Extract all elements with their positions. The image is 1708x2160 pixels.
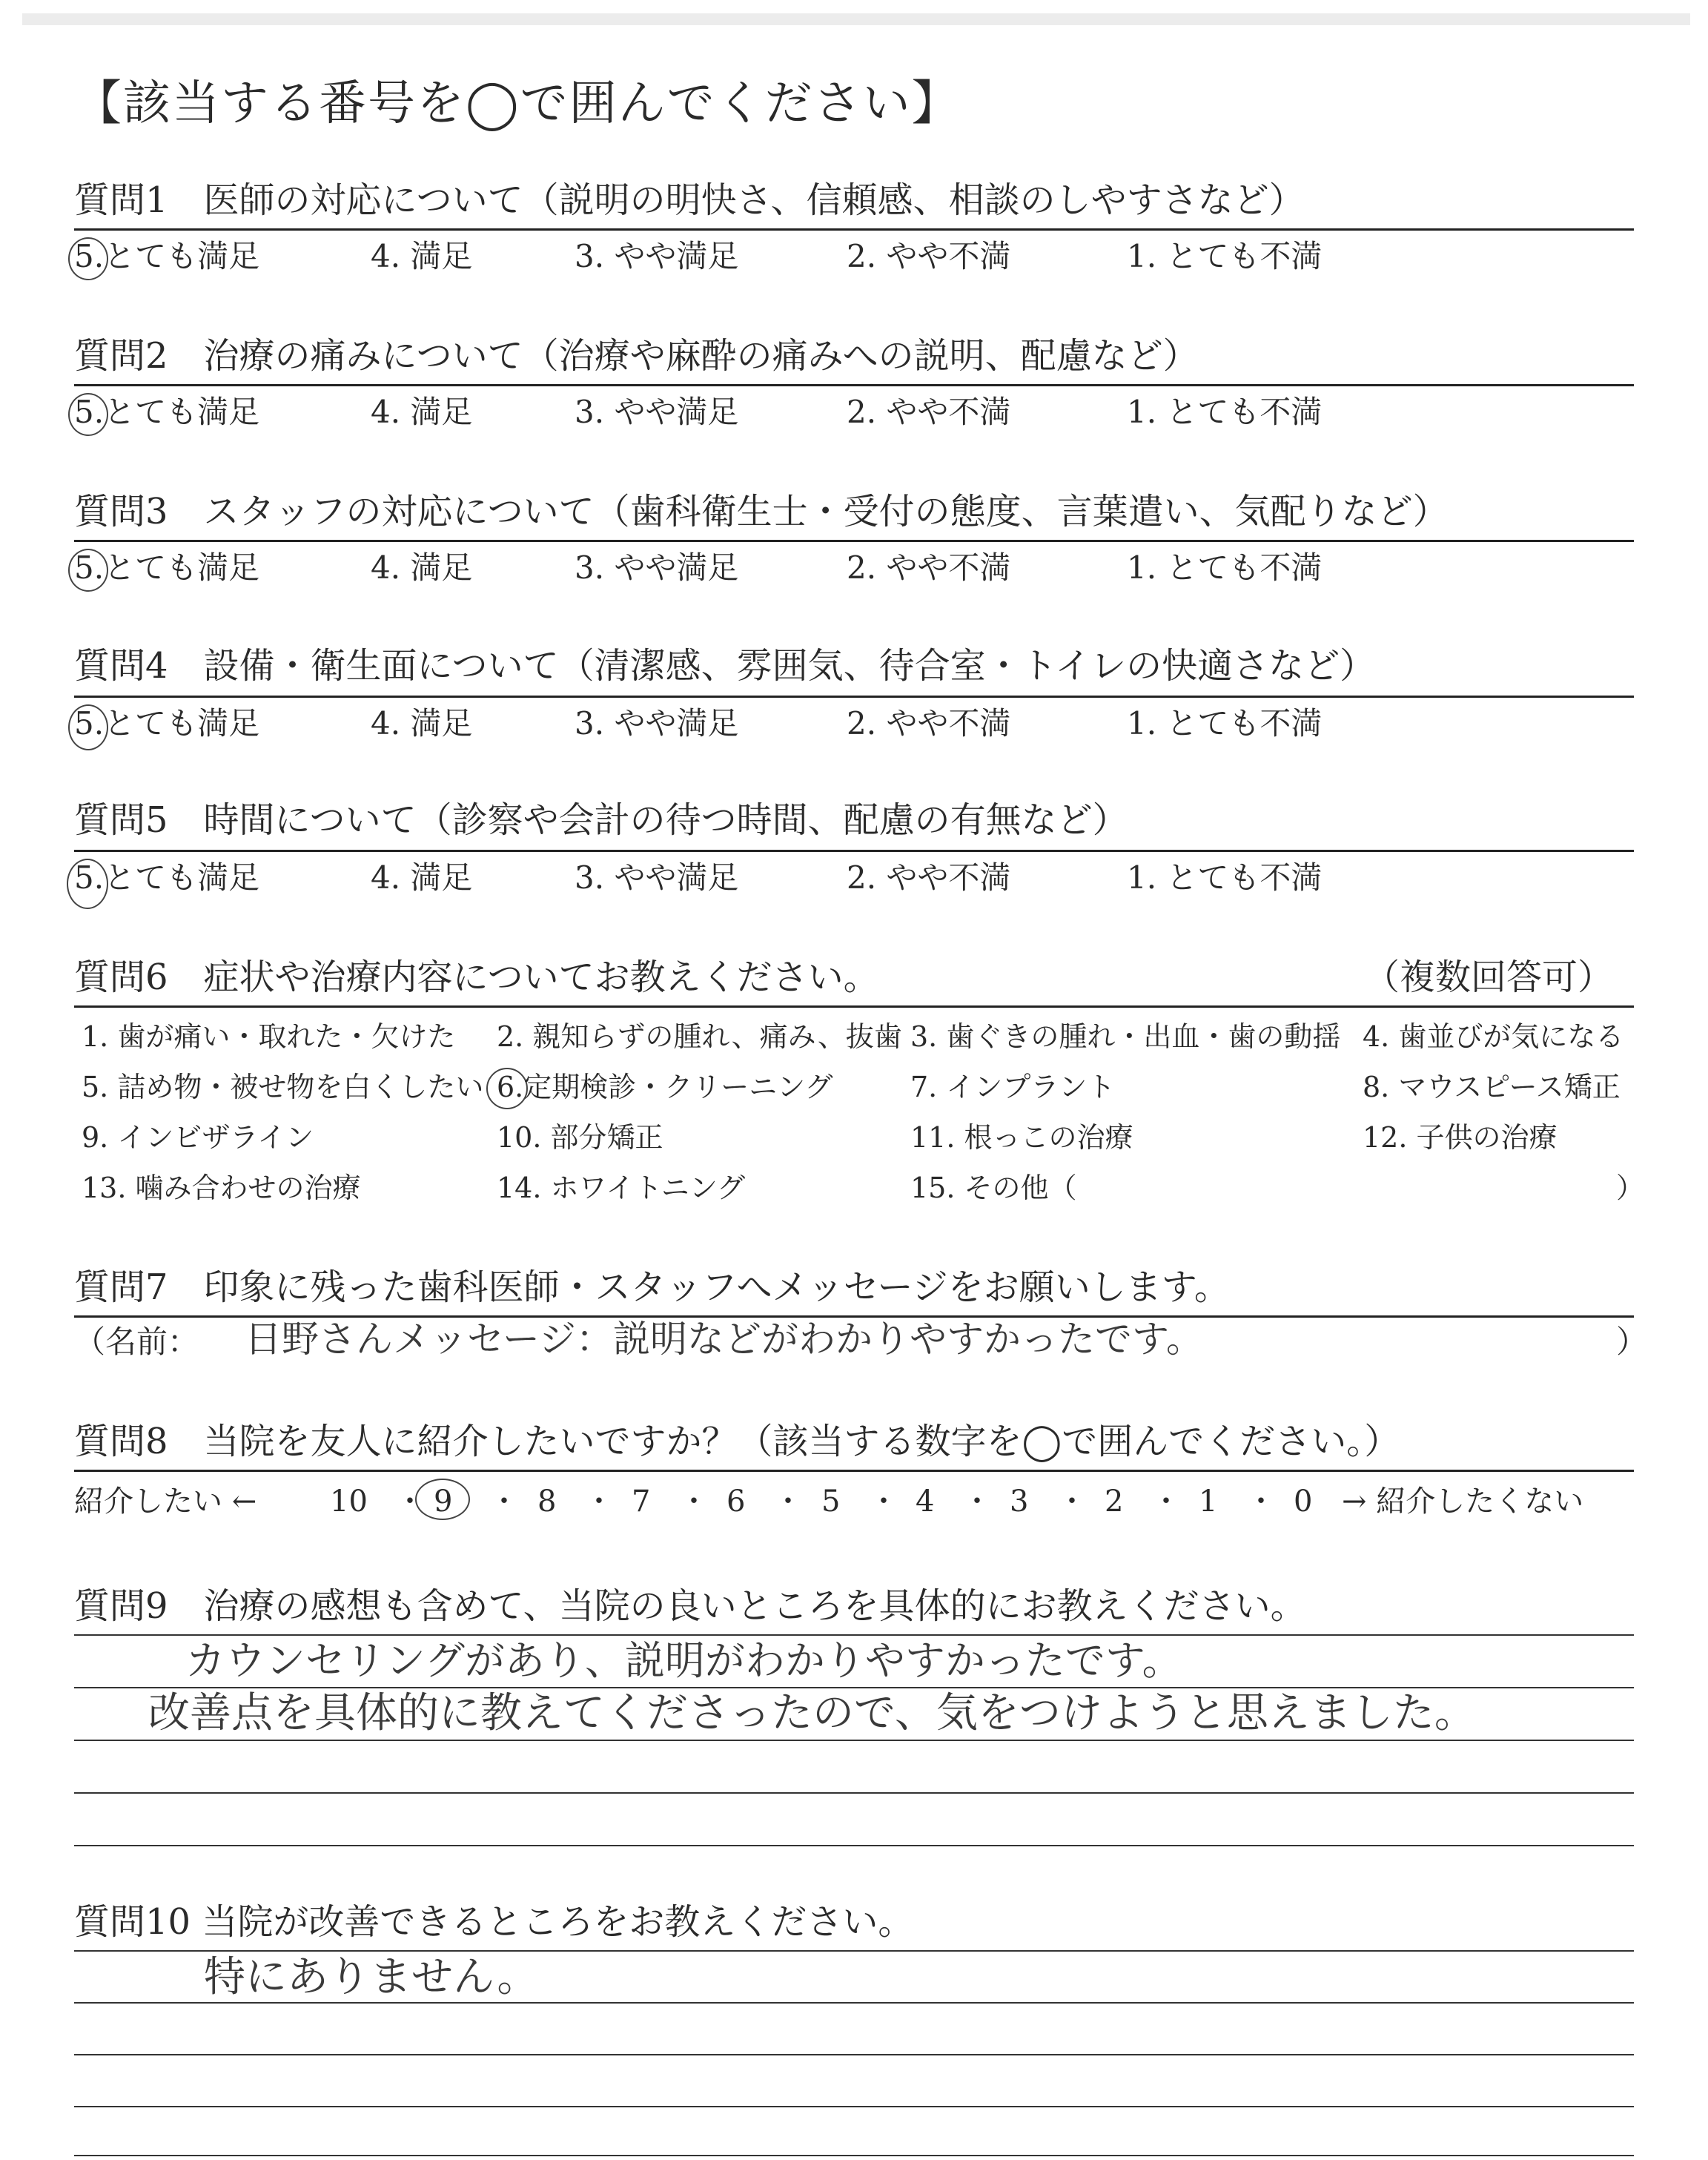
scale-right-label: → 紹介したくない xyxy=(1342,1484,1584,1519)
question-7-title: 質問7 印象に残った歯科医師・スタッフへメッセージをお願いします。 xyxy=(74,1266,1230,1308)
option-3[interactable]: 3. やや満足 xyxy=(575,238,739,274)
message-close: ） xyxy=(1616,1324,1648,1360)
question-5-title: 質問5 時間について（診察や会計の待つ時間、配慮の有無など） xyxy=(74,799,1128,841)
question-1-rule xyxy=(74,228,1634,231)
choice-3[interactable]: 3. 歯ぐきの腫れ・出血・歯の動揺 xyxy=(910,1020,1341,1053)
option-1[interactable]: 1. とても不満 xyxy=(1127,394,1323,430)
option-4[interactable]: 4. 満足 xyxy=(371,394,473,430)
scale-3[interactable]: 3 xyxy=(1010,1484,1029,1519)
question-2-rule xyxy=(74,384,1634,386)
handwritten-answer-2[interactable]: 改善点を具体的に教えてくださったので、気をつけようと思えました。 xyxy=(148,1689,1476,1737)
option-1[interactable]: 1. とても不満 xyxy=(1127,549,1323,586)
question-6-note: （複数回答可） xyxy=(1364,957,1614,998)
question-2-title: 質問2 治療の痛みについて（治療や麻酔の痛みへの説明、配慮など） xyxy=(74,335,1199,377)
choice-15-close: ） xyxy=(1616,1172,1645,1204)
question-3-title: 質問3 スタッフの対応について（歯科衛生士・受付の態度、言葉遣い、気配りなど） xyxy=(74,491,1449,532)
option-5[interactable]: 5.とても満足 xyxy=(74,705,260,742)
scale-dot: ・ xyxy=(1151,1484,1181,1519)
choice-6[interactable]: 6.定期検診・クリーニング xyxy=(497,1071,833,1103)
answer-line xyxy=(74,2155,1634,2156)
question-4-rule xyxy=(74,696,1634,698)
choice-7[interactable]: 7. インプラント xyxy=(910,1071,1116,1103)
question-6-title: 質問6 症状や治療内容についてお教えください。 xyxy=(74,957,879,998)
scale-10[interactable]: 10 xyxy=(330,1484,368,1519)
scale-4[interactable]: 4 xyxy=(916,1484,935,1519)
choice-9[interactable]: 9. インビザライン xyxy=(82,1121,314,1154)
option-3[interactable]: 3. やや満足 xyxy=(575,859,739,896)
scale-dot: ・ xyxy=(1246,1484,1276,1519)
option-3[interactable]: 3. やや満足 xyxy=(575,549,739,586)
scale-dot: ・ xyxy=(1057,1484,1087,1519)
answer-line xyxy=(74,2106,1634,2107)
choice-10[interactable]: 10. 部分矯正 xyxy=(497,1121,663,1154)
question-9-title: 質問9 治療の感想も含めて、当院の良いところを具体的にお教えください。 xyxy=(74,1585,1306,1627)
question-3-rule xyxy=(74,540,1634,542)
question-8-title: 質問8 当院を友人に紹介したいですか？（該当する数字を◯で囲んでください。） xyxy=(74,1421,1400,1462)
option-4[interactable]: 4. 満足 xyxy=(371,705,473,742)
choice-11[interactable]: 11. 根っこの治療 xyxy=(910,1121,1133,1154)
scale-1[interactable]: 1 xyxy=(1199,1484,1218,1519)
option-2[interactable]: 2. やや不満 xyxy=(847,238,1011,274)
answer-line xyxy=(74,1792,1634,1794)
choice-13[interactable]: 13. 噛み合わせの治療 xyxy=(82,1172,361,1204)
choice-14[interactable]: 14. ホワイトニング xyxy=(497,1172,746,1204)
option-5[interactable]: 5.とても満足 xyxy=(74,238,260,274)
question-10-title: 質問10 当院が改善できるところをお教えください。 xyxy=(74,1901,914,1943)
survey-heading: 【該当する番号を◯で囲んでください】 xyxy=(74,76,961,131)
option-3[interactable]: 3. やや満足 xyxy=(575,705,739,742)
option-4[interactable]: 4. 満足 xyxy=(371,238,473,274)
choice-2[interactable]: 2. 親知らずの腫れ、痛み、抜歯 xyxy=(497,1020,902,1053)
scale-5[interactable]: 5 xyxy=(821,1484,841,1519)
handwritten-answer-q10[interactable]: 特にありません。 xyxy=(204,1953,539,2001)
choice-12[interactable]: 12. 子供の治療 xyxy=(1363,1121,1558,1154)
choice-15[interactable]: 15. その他（ xyxy=(910,1172,1077,1204)
scale-2[interactable]: 2 xyxy=(1105,1484,1124,1519)
answer-line xyxy=(74,2002,1634,2004)
handwritten-answer-1[interactable]: カウンセリングがあり、説明がわかりやすかったです。 xyxy=(185,1637,1182,1684)
option-1[interactable]: 1. とても不満 xyxy=(1127,238,1323,274)
option-2[interactable]: 2. やや不満 xyxy=(847,859,1011,896)
scale-dot: ・ xyxy=(489,1484,519,1519)
choice-1[interactable]: 1. 歯が痛い・取れた・欠けた xyxy=(82,1020,456,1053)
scale-dot: ・ xyxy=(773,1484,803,1519)
option-2[interactable]: 2. やや不満 xyxy=(847,549,1011,586)
option-1[interactable]: 1. とても不満 xyxy=(1127,859,1323,896)
question-6-rule xyxy=(74,1005,1634,1008)
question-1-title: 質問1 医師の対応について（説明の明快さ、信頼感、相談のしやすさなど） xyxy=(74,179,1305,221)
scale-0[interactable]: 0 xyxy=(1294,1484,1313,1519)
option-3[interactable]: 3. やや満足 xyxy=(575,394,739,430)
scan-edge xyxy=(22,13,1690,25)
answer-line xyxy=(74,2054,1634,2055)
answer-line xyxy=(74,1740,1634,1741)
answer-line xyxy=(74,1950,1634,1952)
answer-line xyxy=(74,1634,1634,1636)
question-5-rule xyxy=(74,850,1634,852)
scale-dot: ・ xyxy=(395,1484,425,1519)
name-label: （名前： xyxy=(74,1324,199,1360)
question-8-rule xyxy=(74,1470,1634,1472)
scale-left-label: 紹介したい ← xyxy=(74,1484,257,1519)
answer-line xyxy=(74,1687,1634,1688)
option-2[interactable]: 2. やや不満 xyxy=(847,394,1011,430)
answer-line xyxy=(74,1845,1634,1846)
option-5[interactable]: 5.とても満足 xyxy=(74,549,260,586)
scale-dot: ・ xyxy=(869,1484,898,1519)
option-2[interactable]: 2. やや不満 xyxy=(847,705,1011,742)
choice-4[interactable]: 4. 歯並びが気になる xyxy=(1363,1020,1624,1053)
choice-5[interactable]: 5. 詰め物・被せ物を白くしたい xyxy=(82,1071,484,1103)
option-4[interactable]: 4. 満足 xyxy=(371,549,473,586)
option-4[interactable]: 4. 満足 xyxy=(371,859,473,896)
handwritten-message[interactable]: 日野さんメッセージ：説明などがわかりやすかったです。 xyxy=(245,1318,1203,1361)
scale-6[interactable]: 6 xyxy=(726,1484,746,1519)
option-5[interactable]: 5.とても満足 xyxy=(74,394,260,430)
option-1[interactable]: 1. とても不満 xyxy=(1127,705,1323,742)
scale-dot: ・ xyxy=(584,1484,614,1519)
scale-dot: ・ xyxy=(962,1484,992,1519)
scale-9[interactable]: 9 xyxy=(434,1484,453,1519)
option-5[interactable]: 5.とても満足 xyxy=(74,859,260,896)
scale-7[interactable]: 7 xyxy=(632,1484,651,1519)
question-4-title: 質問4 設備・衛生面について（清潔感、雰囲気、待合室・トイレの快適さなど） xyxy=(74,645,1376,687)
scale-8[interactable]: 8 xyxy=(537,1484,557,1519)
choice-8[interactable]: 8. マウスピース矯正 xyxy=(1363,1071,1621,1103)
scale-dot: ・ xyxy=(679,1484,709,1519)
